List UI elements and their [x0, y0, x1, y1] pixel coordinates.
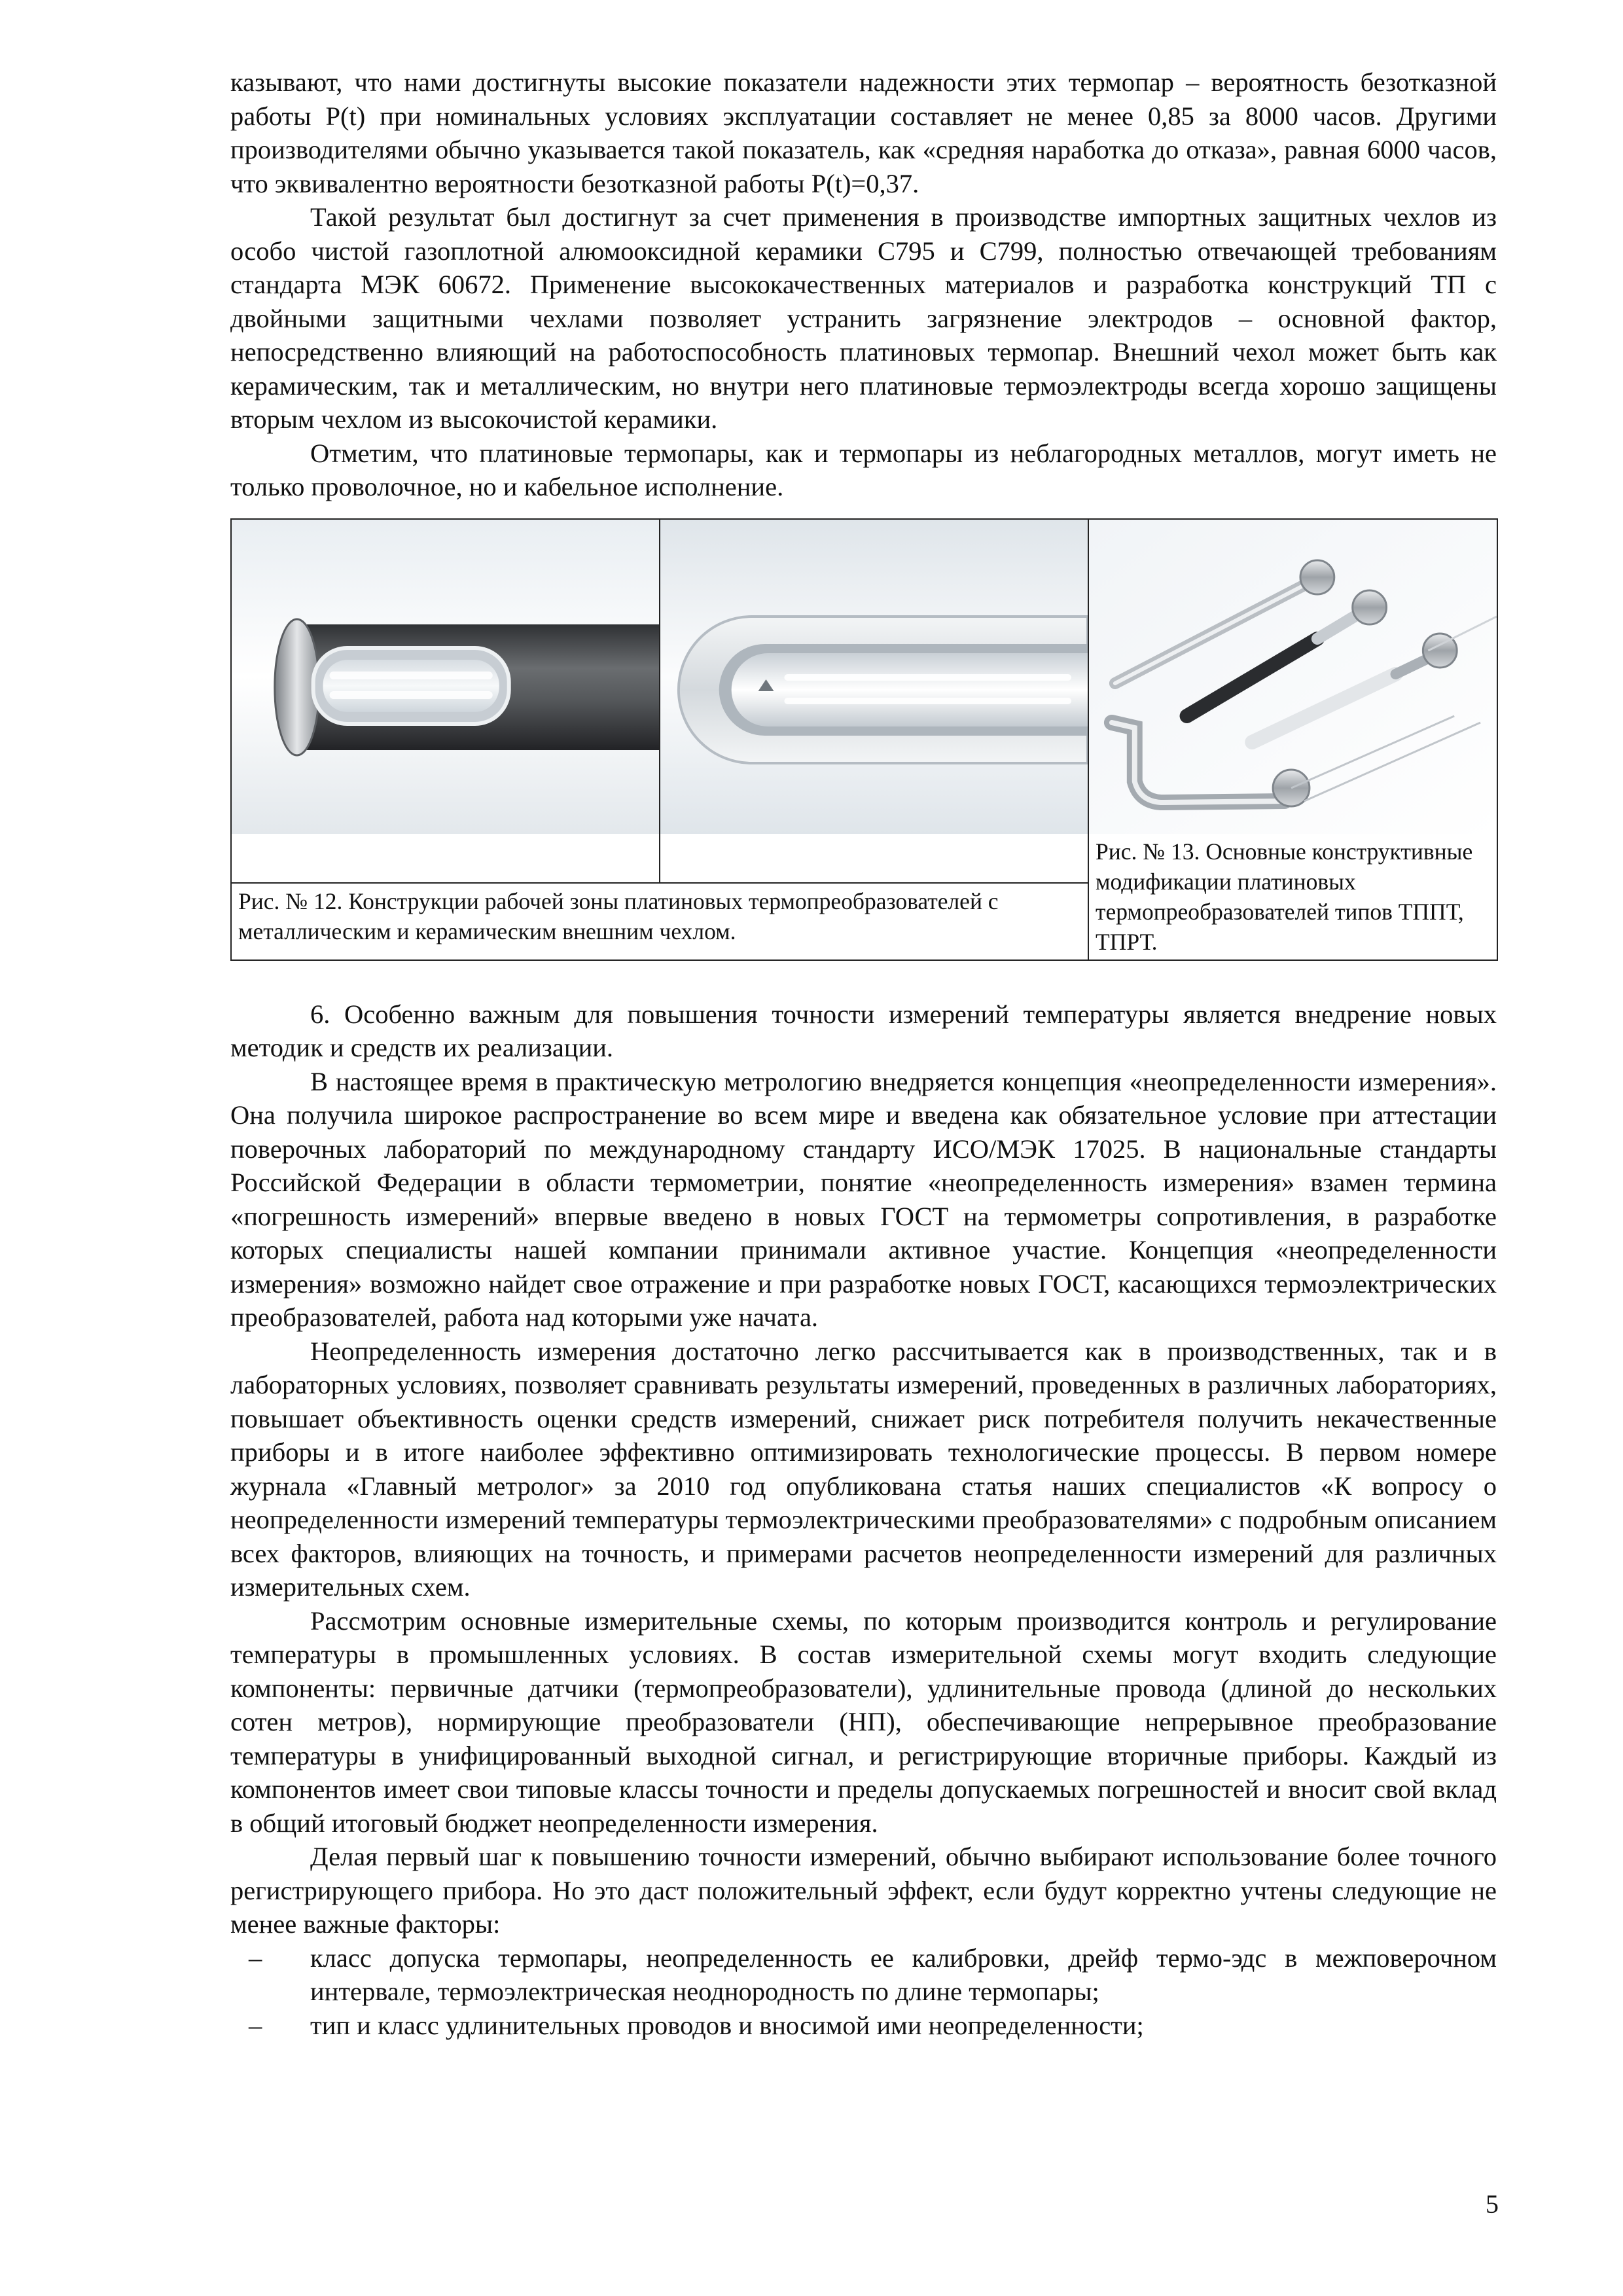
paragraph-p1: казывают, что нами достигнуты высокие показатели надежности этих термопар – вероятность безотказной работы P(t) при номинальных условиях эксплуатации составляет не менее 0,85 за 8000 часов. Другими производителями обычно указывается такой показатель, как «средняя наработка до отказа», равная 6000 часов, что эквивалентно вероятности безотказной работы P(t)=0,37. — [230, 67, 1497, 198]
photo-cell-ceramic-sheath — [660, 519, 1088, 883]
ceramic-sheath-illustration — [660, 520, 1088, 834]
list-item — [230, 1941, 1497, 2009]
page-number: 5 — [1486, 2189, 1499, 2219]
list-item — [230, 2009, 1497, 2043]
list-item-text: тип и класс удлинительных проводов и вносимой ими неопределенности; — [310, 2010, 1144, 2040]
paragraph-p3: Отметим, что платиновые термопары, как и термопары из неблагородных металлов, могут иметь не только проволочное, но и кабельное исполнение. — [230, 438, 1497, 501]
caption-fig13: Рис. № 13. Основные конструктивные модификации платиновых термопреобразователей типов ТППТ, ТПРТ. — [1096, 838, 1473, 955]
photo-thermocouple-modifications — [1089, 520, 1497, 834]
photo-ceramic-sheath — [660, 520, 1088, 834]
thermocouple-modifications-illustration — [1089, 520, 1497, 834]
photo-metal-sheath — [232, 520, 659, 834]
factors-list — [230, 1941, 1497, 2043]
figures-table — [230, 518, 1498, 961]
figure-cell-modifications — [1088, 519, 1497, 960]
paragraph-p6: Неопределенность измерения достаточно легко рассчитывается как в производственных, так и в лабораторных условиях, позволяет сравнивать результаты измерений, проведенных в различных лабораториях, повышает объективность оценки средств измерений, снижает риск потребителя получить некачественные приборы и в итоге наиболее эффективно оптимизировать технологические процессы. В первом номере журнала «Главный метролог» за 2010 год опубликована статья наших специалистов «К вопросу о неопределенности измерений температуры термоэлектрическими преобразователями» с подробным описанием всех факторов, влияющих на точность, и примерами расчетов неопределенности измерений для различных измерительных схем. — [230, 1336, 1497, 1602]
caption-cell-fig12 — [231, 883, 1088, 960]
list-bullet: – — [249, 1943, 262, 1973]
photo-cell-metal-sheath — [231, 519, 660, 883]
paragraph-p7: Рассмотрим основные измерительные схемы, по которым производится контроль и регулирование температуры в промышленных условиях. В состав измерительной схемы могут входить следующие компоненты: первичные датчики (термопреобразователи), удлинительные провода (длиной до нескольких сотен метров), нормирующие преобразователи (НП), обеспечивающие непрерывное преобразование температуры в унифицированный выходной сигнал, и регистрирующие вторичные приборы. Каждый из компонентов имеет свои типовые классы точности и пределы допускаемых погрешностей и вносит свой вклад в общий итоговый бюджет неопределенности измерения. — [230, 1605, 1497, 1838]
paragraph-p4: 6. Особенно важным для повышения точности измерений температуры является внедрение новых методик и средств их реализации. — [230, 999, 1497, 1062]
caption-fig12: Рис. № 12. Конструкции рабочей зоны платиновых термопреобразователей с металлическим и керамическим внешним чехлом. — [238, 888, 999, 944]
paragraph-p2: Такой результат был достигнут за счет применения в производстве импортных защитных чехлов из особо чистой газоплотной алюмооксидной керамики C795 и C799, полностью отвечающей требованиям стандарта МЭК 60672. Применение высококачественных материалов и разработка конструкций ТП с двойными защитными чехлами позволяет устранить загрязнение электродов – основной фактор, непосредственно влияющий на работоспособность платиновых термопар. Внешний чехол может быть как керамическим, так и металлическим, но внутри него платиновые термоэлектроды всегда хорошо защищены вторым чехлом из высокочистой керамики. — [230, 202, 1497, 434]
list-item-text: класс допуска термопары, неопределенность ее калибровки, дрейф термо-эдс в межповерочном интервале, термоэлектрическая неоднородность по длине термопары; — [310, 1943, 1497, 2006]
paragraph-p8: Делая первый шаг к повышению точности измерений, обычно выбирают использование более точного регистрирующего прибора. Но это даст положительный эффект, если будут корректно учтены следующие не менее важные факторы: — [230, 1842, 1497, 1939]
paragraph-p5: В настоящее время в практическую метрологию внедряется концепция «неопределенности измерения». Она получила широкое распространение во всем мире и введена как обязательное условие при аттестации поверочных лабораторий по международному стандарту ИСО/МЭК 17025. В национальные стандарты Российской Федерации в области термометрии, понятие «неопределенность измерения» взамен термина «погрешность измерений» впервые введено в новых ГОСТ на термометры сопротивления, в разработке которых специалисты нашей компании принимали активное участие. Концепция «неопределенности измерения» возможно найдет свое отражение и при разработке новых ГОСТ, касающихся термоэлектрических преобразователей, работа над которыми уже начата. — [230, 1066, 1497, 1332]
metal-sheath-illustration — [232, 520, 659, 834]
list-bullet: – — [249, 2010, 262, 2040]
page-content — [230, 65, 1497, 2042]
